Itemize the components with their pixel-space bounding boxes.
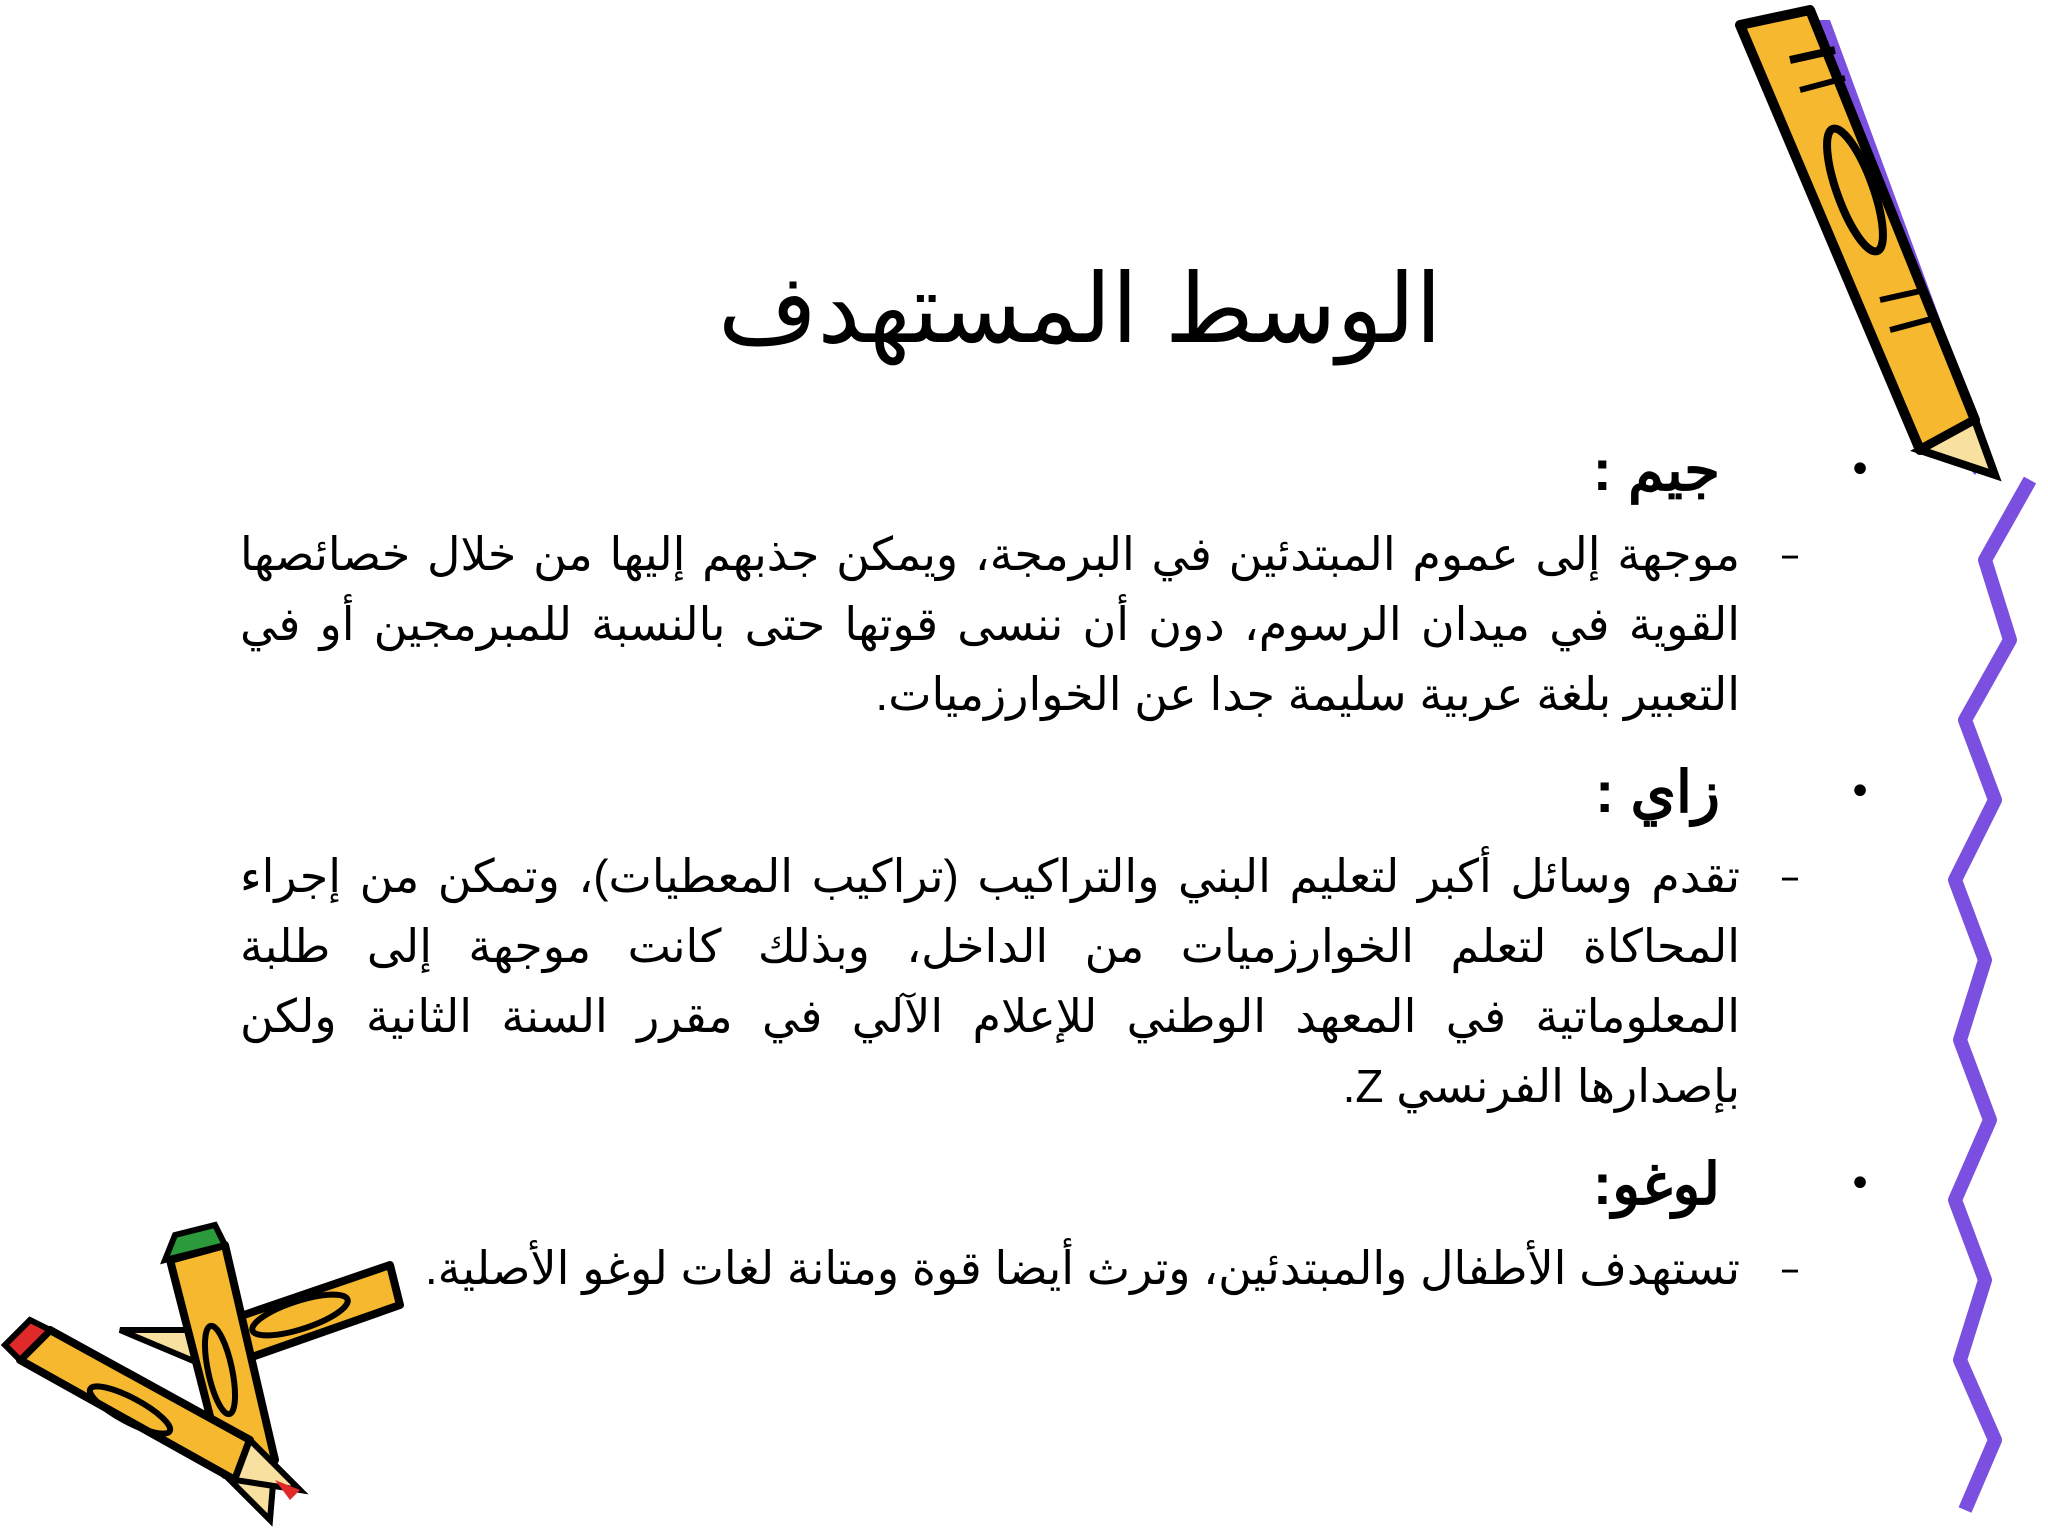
bullet-heading: لوغو: bbox=[1592, 1152, 1720, 1217]
sub-item bbox=[180, 1233, 1900, 1305]
slide-content bbox=[180, 435, 1900, 1333]
sub-item-text: تستهدف الأطفال والمبتدئين، وترث أيضا قوة ومتانة لغات لوغو الأصلية. bbox=[424, 1242, 1740, 1294]
bullet-item bbox=[180, 435, 1900, 505]
dash-icon: – bbox=[1780, 532, 1800, 578]
bullet-heading: جيم : bbox=[1592, 438, 1720, 503]
bullet-heading: زاي : bbox=[1595, 760, 1720, 825]
slide-title: الوسط المستهدف bbox=[718, 256, 1442, 363]
sub-item-text: تقدم وسائل أكبر لتعليم البني والتراكيب (تراكيب المعطيات)، وتمكن من إجراء المحاكاة لتعلم الخوارزميات من الداخل، وبذلك كانت موجهة إلى طلبة المعلوماتية في المعهد الوطني للإعلام الآلي في مقرر السنة الثانية ولكن بإصدارها الفرنسي Z. bbox=[240, 850, 1741, 1112]
sub-item-text: موجهة إلى عموم المبتدئين في البرمجة، ويمكن جذبهم إليها من خلال خصائصها القوية في ميدان الرسوم، دون أن ننسى قوتها حتى بالنسبة للمبرمجين أو في التعبير بلغة عربية سليمة جدا عن الخوارزميات. bbox=[240, 528, 1740, 720]
bullet-dot-icon: • bbox=[1848, 769, 1872, 815]
dash-icon: – bbox=[1780, 854, 1800, 900]
bullet-dot-icon: • bbox=[1848, 1161, 1872, 1207]
pencil-clipart-icon bbox=[1740, 10, 1995, 475]
purple-wavy-line-icon bbox=[1955, 480, 2030, 1510]
bullet-item bbox=[180, 1149, 1900, 1219]
sub-item bbox=[180, 519, 1900, 729]
sub-item bbox=[180, 841, 1900, 1121]
bullet-dot-icon: • bbox=[1848, 447, 1872, 493]
bullet-item bbox=[180, 757, 1900, 827]
dash-icon: – bbox=[1780, 1246, 1800, 1292]
